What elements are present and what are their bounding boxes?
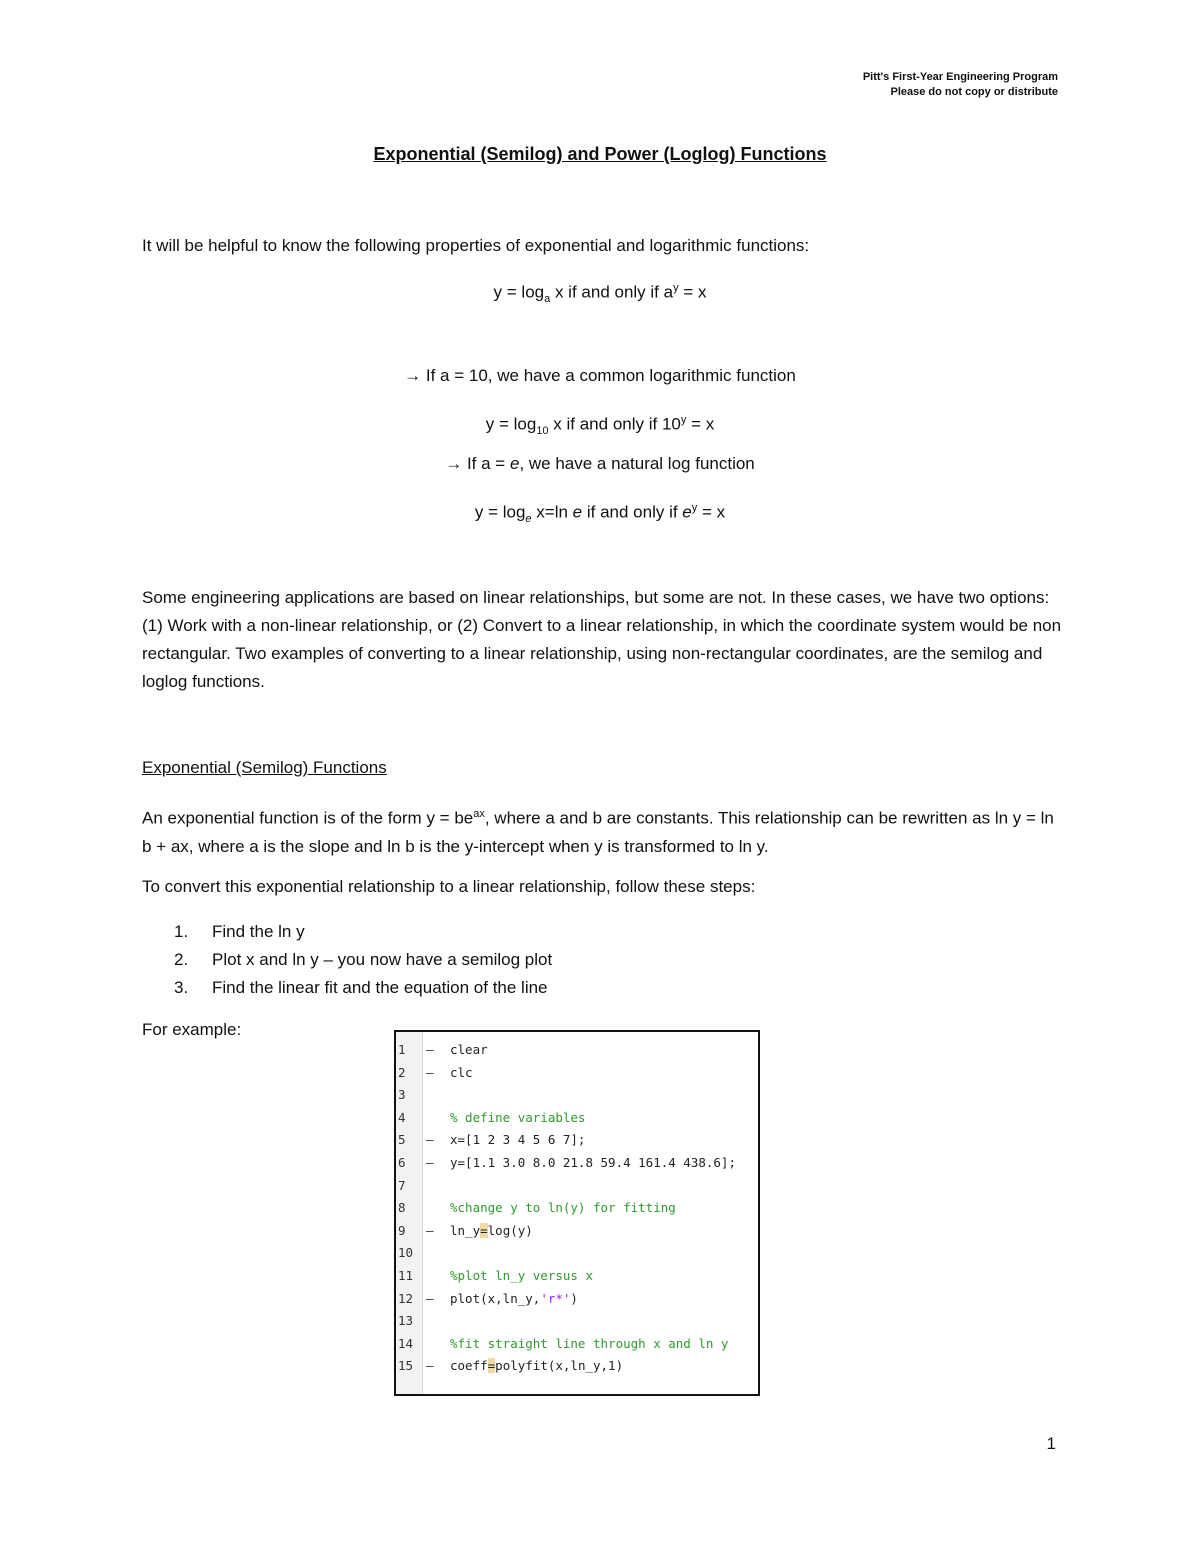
code-line — [396, 1039, 758, 1061]
header-note — [863, 70, 1058, 100]
convert-steps-intro: To convert this exponential relationship to a linear relationship, follow these steps: — [142, 877, 756, 896]
code-line — [396, 1242, 758, 1264]
code-text: ln_y=log(y) — [450, 1222, 533, 1238]
intro-paragraph: It will be helpful to know the following properties of exponential and logarithmic functions: — [142, 236, 810, 255]
code-text: %change y to ln(y) for fitting — [450, 1200, 676, 1216]
line-number: 3 — [398, 1087, 406, 1103]
formula-log-10: $y = \log_{10} x$ if and only if $10^y = x$ — [485, 414, 715, 438]
natural-log-note: → If a = e, we have a natural log function — [445, 454, 755, 473]
breakpoint-dash: – — [426, 1064, 434, 1080]
line-number: 7 — [398, 1177, 406, 1193]
code-text: %plot ln_y versus x — [450, 1268, 593, 1283]
code-line — [396, 1129, 758, 1151]
breakpoint-dash: – — [426, 1132, 434, 1148]
code-line — [396, 1265, 758, 1287]
code-text: x=[1 2 3 4 5 6 7]; — [450, 1132, 586, 1148]
breakpoint-dash: – — [426, 1042, 434, 1057]
line-number: 1 — [398, 1042, 406, 1057]
code-line — [396, 1197, 758, 1219]
code-line — [396, 1310, 758, 1332]
for-example-label: For example: — [142, 1020, 242, 1039]
code-text: clc — [450, 1064, 473, 1080]
list-item: 3. Find the linear fit and the equation of the line — [174, 978, 548, 997]
page-title: Exponential (Semilog) and Power (Loglog) Functions — [373, 144, 827, 164]
line-number: 15 — [398, 1358, 414, 1374]
header-program: Pitt's First-Year Engineering Program — [862, 71, 1058, 83]
formula-log-e: $y = \log_e x=\ln$ e if and only if $e^y = x$ — [474, 502, 726, 526]
breakpoint-dash: – — [426, 1222, 434, 1238]
line-number: 4 — [398, 1109, 406, 1125]
linear-relationships-paragraph: Some engineering applications are based on linear relationships, but some are not. In these cases, we have two options: (1) Work with a non-linear relationship, or (2) Convert to a linear relationship, in which the coordinate system would be non rectangular. Two examples of converting to a linear relationship, using non-rectangular coordinates, are the semilog and loglog functions. — [142, 588, 1062, 691]
list-item: 1. Find the ln y — [174, 922, 305, 941]
line-number: 14 — [398, 1335, 414, 1351]
code-text: % define variables — [450, 1109, 586, 1125]
code-line — [396, 1107, 758, 1129]
code-text: plot(x,ln_y,'r*') — [450, 1290, 578, 1306]
code-line — [396, 1333, 758, 1355]
code-text: %fit straight line through x and ln y — [450, 1335, 729, 1351]
line-number: 10 — [398, 1245, 414, 1261]
breakpoint-dash: – — [426, 1290, 434, 1306]
arrow-icon: → — [404, 366, 422, 385]
line-number: 11 — [398, 1268, 414, 1283]
code-text: clear — [450, 1042, 488, 1057]
code-line — [396, 1175, 758, 1197]
code-text: coeff=polyfit(x,ln_y,1) — [450, 1358, 624, 1374]
formula-log-a: $y = \log_a x$ if and only if $a^y = x$ — [493, 282, 707, 306]
code-text: y=[1.1 3.0 8.0 21.8 59.4 161.4 438.6]; — [450, 1155, 736, 1170]
line-number: 6 — [398, 1155, 406, 1170]
line-number: 13 — [398, 1313, 414, 1329]
line-number: 5 — [398, 1132, 406, 1148]
breakpoint-dash: – — [426, 1155, 434, 1170]
exponential-definition-paragraph: An exponential function is of the form $y = be^{ax}$, where a and b are constants. This relationship can be rewritten as ln y = ln b + ax, where a is the slope and ln b is the y-intercept when y is transformed to ln y. — [142, 808, 1054, 856]
line-number: 9 — [398, 1222, 406, 1238]
arrow-icon: → — [445, 454, 463, 473]
code-line — [396, 1152, 758, 1174]
matlab-code-screenshot — [394, 1030, 760, 1396]
section-heading: Exponential (Semilog) Functions — [142, 758, 387, 777]
line-number: 8 — [398, 1200, 406, 1216]
breakpoint-dash: – — [426, 1358, 434, 1374]
code-line — [396, 1355, 758, 1377]
line-number: 12 — [398, 1290, 414, 1306]
header-copyright: Please do not copy or distribute — [890, 86, 1058, 98]
list-item: 2. Plot x and ln y – you now have a semilog plot — [174, 950, 553, 969]
line-number: 2 — [398, 1064, 406, 1080]
common-log-note: → If a = 10, we have a common logarithmic function — [404, 366, 796, 385]
code-line — [396, 1288, 758, 1310]
code-line — [396, 1220, 758, 1242]
code-line — [396, 1062, 758, 1084]
steps-list — [142, 918, 552, 1002]
page-number: 1 — [1046, 1434, 1056, 1453]
code-line — [396, 1084, 758, 1106]
